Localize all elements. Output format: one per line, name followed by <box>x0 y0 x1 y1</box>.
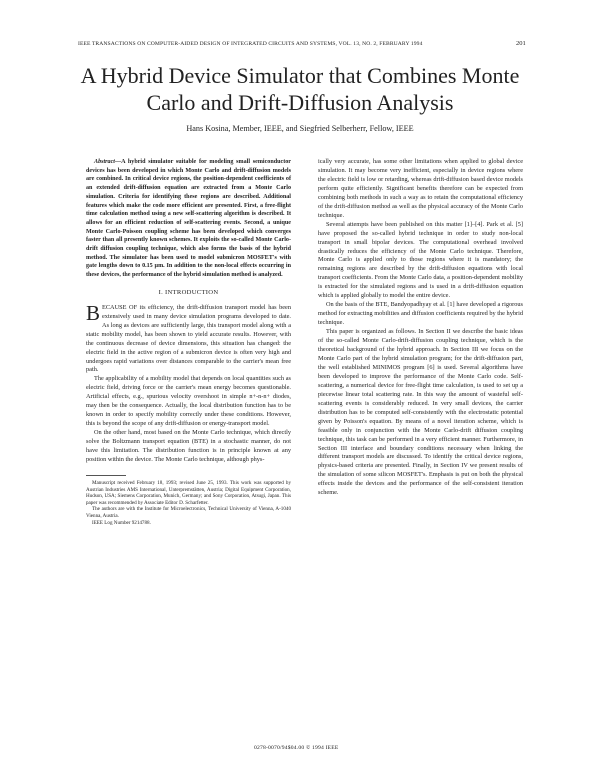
copyright-line: 0278-0070/94$04.00 © 1994 IEEE <box>254 745 339 751</box>
left-column <box>86 158 291 526</box>
intro-paragraph-1 <box>86 300 291 376</box>
abstract-lead: Abstract— <box>94 159 122 165</box>
right-column <box>318 158 523 498</box>
right-paragraph-1: ically very accurate, has some other limitations when applied to global device simulation. It may become very inefficient, especially in device regions where the electric field is low or retarding, whereas drift-diffusion based device models perform quite efficiently. Significant benefits therefore can be expected from combining both methods in such a way as to retain the computational efficiency of the drift-diffusion method as well as the physical accuracy of the Monte Carlo technique. <box>318 158 523 219</box>
right-paragraph-4: This paper is organized as follows. In Section II we describe the basic ideas of the so-called Monte Carlo-drift-diffusion coupling technique, which is the theoretical background of the hybrid approach. In Section III we focus on the Monte Carlo part of the hybrid simulation program; for the drift-diffusion part, the well established MINIMOS program [6] is used. Several algorithms have been developed to improve the performance of the Monte Carlo code. Self-scattering, a numerical device for free-flight time calculation, is used to set up a piecewise linear total scattering rate. In this way the amount of wasteful self-scattering events is considerably reduced. In very small devices, the carrier distribution has to be computed self-consistently with the electrostatic potential given by Poisson's equation. By means of a novel iteration scheme, which is feasible only in conjunction with the Monte Carlo-drift diffusion coupling technique, this task can be performed in a very efficient manner. Furthermore, in Section III interface and boundary conditions necessary when linking the different transport models are discussed. To identify the critical device regions, physics-based criteria are presented. Finally, in Section IV we present results of the simulation of some silicon MOSFET's. Emphasis is put on both the physical effects inside the devices and the performance of the self-consistent iteration scheme. <box>318 328 523 497</box>
footnote-affiliation: The authors are with the Institute for Microelectronics, Technical University of Vienna, A-1040 Vienna, Austria. <box>86 506 291 519</box>
footnote-received: Manuscript received February 18, 1993; revised June 25, 1993. This work was supported by Austrian Industries AMS International, Unterpremstätten, Austria; Digital Equipment Corporation, Hudson, USA; Siemens Corporation, Munich, Germany; and Sony Corporation, Atsugi, Japan. This paper was recommended by Associate Editor D. Scharfetter. <box>86 479 291 506</box>
section-heading-introduction: I. INTRODUCTION <box>158 288 219 296</box>
author-line: Hans Kosina, Member, IEEE, and Siegfried Selberherr, Fellow, IEEE <box>186 124 414 133</box>
abstract-paragraph <box>86 158 291 280</box>
intro-paragraph-1-text: ECAUSE OF its efficiency, the drift-diffusion transport model has been extensively used in many device simulation programs developed to date. As long as devices are sufficiently large, this transport model along with a static mobility model, has been shown to yield accurate results. However, with the continuous decrease of device dimensions, this situation has changed: the electric field in the active region of a submicron device is often very high and undergoes rapid variations over distances comparable to the carrier's mean free path. <box>86 303 291 374</box>
right-paragraph-2: Several attempts have been published on this matter [1]–[4]. Park et al. [5] have proposed the so-called hybrid technique in order to study non-local transport in small bipolar devices. The computational overhead involved drastically reduces the efficiency of the Monte Carlo technique. Therefore, Monte Carlo is applied only to those regions where it is mandatory; the remaining regions are described by the drift-diffusion equations with local transport coefficients. From the Monte Carlo data, a position-dependent mobility is extracted for the simulated regions and is used in a drift-diffusion equation which is applied globally to model the entire device. <box>318 220 523 300</box>
footnote-ieee-log: IEEE Log Number 9214788. <box>92 519 151 526</box>
paper-title: A Hybrid Device Simulator that Combines Monte Carlo and Drift-Diffusion Analysis <box>80 63 520 115</box>
intro-paragraph-3: On the other hand, most based on the Monte Carlo technique, which directly solve the Boltzmann transport equation (BTE) in a stochastic manner, do not have this limitation. The distribution function is in principle known at any position within the device. The Monte Carlo technique, although phys- <box>86 429 291 463</box>
footnote-divider <box>86 475 126 476</box>
abstract-text: A hybrid simulator suitable for modeling small semiconductor devices has been developed in which Monte Carlo and drift-diffusion models are combined. In critical device regions, the position-dependent coefficients of an extended drift-diffusion equation are extracted from a Monte Carlo simulation. Criteria for identifying these regions are described. Additional features which make the code more efficient are presented. First, a free-flight time calculation method using a new self-scattering algorithm is described. It allows for an efficient reduction of self-scattering events. Second, a unique Monte Carlo-Poisson coupling scheme has been developed which converges faster than all presently known schemes. It exploits the so-called Monte Carlo-drift diffusion coupling technique, which also forms the basis of the hybrid method. The simulator has been used to model submicron MOSFET's with gate lengths down to 0.15 µm. In addition to the non-local effects occurring in these devices, the performance of the hybrid simulation method is analyzed. <box>86 159 291 279</box>
intro-paragraph-2: The applicability of a mobility model that depends on local quantities such as electric field, driving force or the carrier's mean energy becomes questionable. Artificial effects, e.g., spurious velocity overshoot in simple n+-n-n+ diodes, may then be the consequence. Actually, the local distribution function has to be known in order to specify mobility correctly under these conditions. However, this is beyond the scope of any drift-diffusion or energy-transport model. <box>86 375 291 428</box>
footnote <box>86 480 291 526</box>
drop-cap: B <box>86 300 101 325</box>
page-number: 201 <box>516 40 526 47</box>
abstract <box>86 158 291 280</box>
right-paragraph-3: On the basis of the BTE, Bandyopadhyay et al. [1] have developed a rigorous method for extracting mobilities and diffusion coefficients required by the hybrid technique. <box>318 301 523 327</box>
running-head: IEEE TRANSACTIONS ON COMPUTER-AIDED DESIGN OF INTEGRATED CIRCUITS AND SYSTEMS, VOL. 13, NO. 2, FEBRUARY 1994 <box>78 41 423 47</box>
